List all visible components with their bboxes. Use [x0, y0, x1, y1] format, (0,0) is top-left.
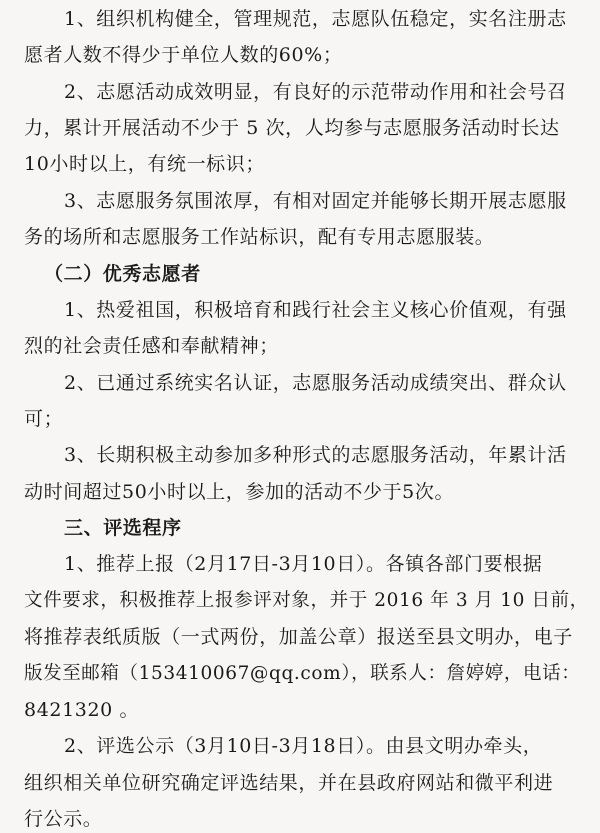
- paragraph-5-line-2: 可；: [24, 408, 64, 430]
- paragraph-3-line-1: 3、志愿服务氛围浓厚，有相对固定并能够长期开展志愿服: [64, 190, 567, 212]
- paragraph-1-line-1: 1、组织机构健全，管理规范，志愿队伍稳定，实名注册志: [64, 8, 567, 30]
- paragraph-8-line-1: 2、评选公示（3月10日-3月18日）。由县文明办牵头，: [64, 735, 543, 757]
- section-heading-selection-procedure: 三、评选程序: [64, 517, 182, 539]
- paragraph-8-line-3: 行公示。: [24, 808, 103, 830]
- paragraph-7-line-2: 文件要求，积极推荐上报参评对象，并于 2016 年 3 月 10 日前，: [24, 590, 589, 611]
- paragraph-5-line-1: 2、已通过系统实名认证，志愿服务活动成绩突出、群众认: [64, 372, 567, 394]
- paragraph-6-line-1: 3、长期积极主动参加多种形式的志愿服务活动，年累计活: [64, 444, 567, 466]
- paragraph-6-line-2: 动时间超过50小时以上，参加的活动不少于5次。: [24, 481, 455, 503]
- paragraph-2-line-1: 2、志愿活动成效明显，有良好的示范带动作用和社会号召: [64, 81, 567, 103]
- paragraph-7-line-1: 1、推荐上报（2月17日-3月10日）。各镇各部门要根据: [64, 553, 543, 575]
- paragraph-7-line-5: 8421320 。: [24, 699, 140, 721]
- paragraph-4-line-1: 1、热爱祖国，积极培育和践行社会主义核心价值观，有强: [64, 299, 567, 321]
- section-heading-excellent-volunteer: （二）优秀志愿者: [44, 263, 201, 285]
- paragraph-2-line-3: 10小时以上，有统一标识；: [24, 153, 265, 175]
- paragraph-7-line-4: 版发至邮箱（153410067@qq.com），联系人：詹婷婷，电话：: [24, 663, 581, 684]
- paragraph-3-line-2: 务的场所和志愿服务工作站标识，配有专用志愿服装。: [24, 226, 495, 248]
- paragraph-7-line-3: 将推荐表纸质版（一式两份，加盖公章）报送至县文明办，电子: [24, 626, 573, 648]
- paragraph-2-line-2: 力，累计开展活动不少于 5 次，人均参与志愿服务活动时长达: [24, 117, 560, 139]
- paragraph-4-line-2: 烈的社会责任感和奉献精神；: [24, 335, 279, 357]
- paragraph-1-line-2: 愿者人数不得少于单位人数的60%；: [24, 44, 343, 66]
- paragraph-8-line-2: 组织相关单位研究确定评选结果，并在县政府网站和微平利进: [24, 772, 554, 794]
